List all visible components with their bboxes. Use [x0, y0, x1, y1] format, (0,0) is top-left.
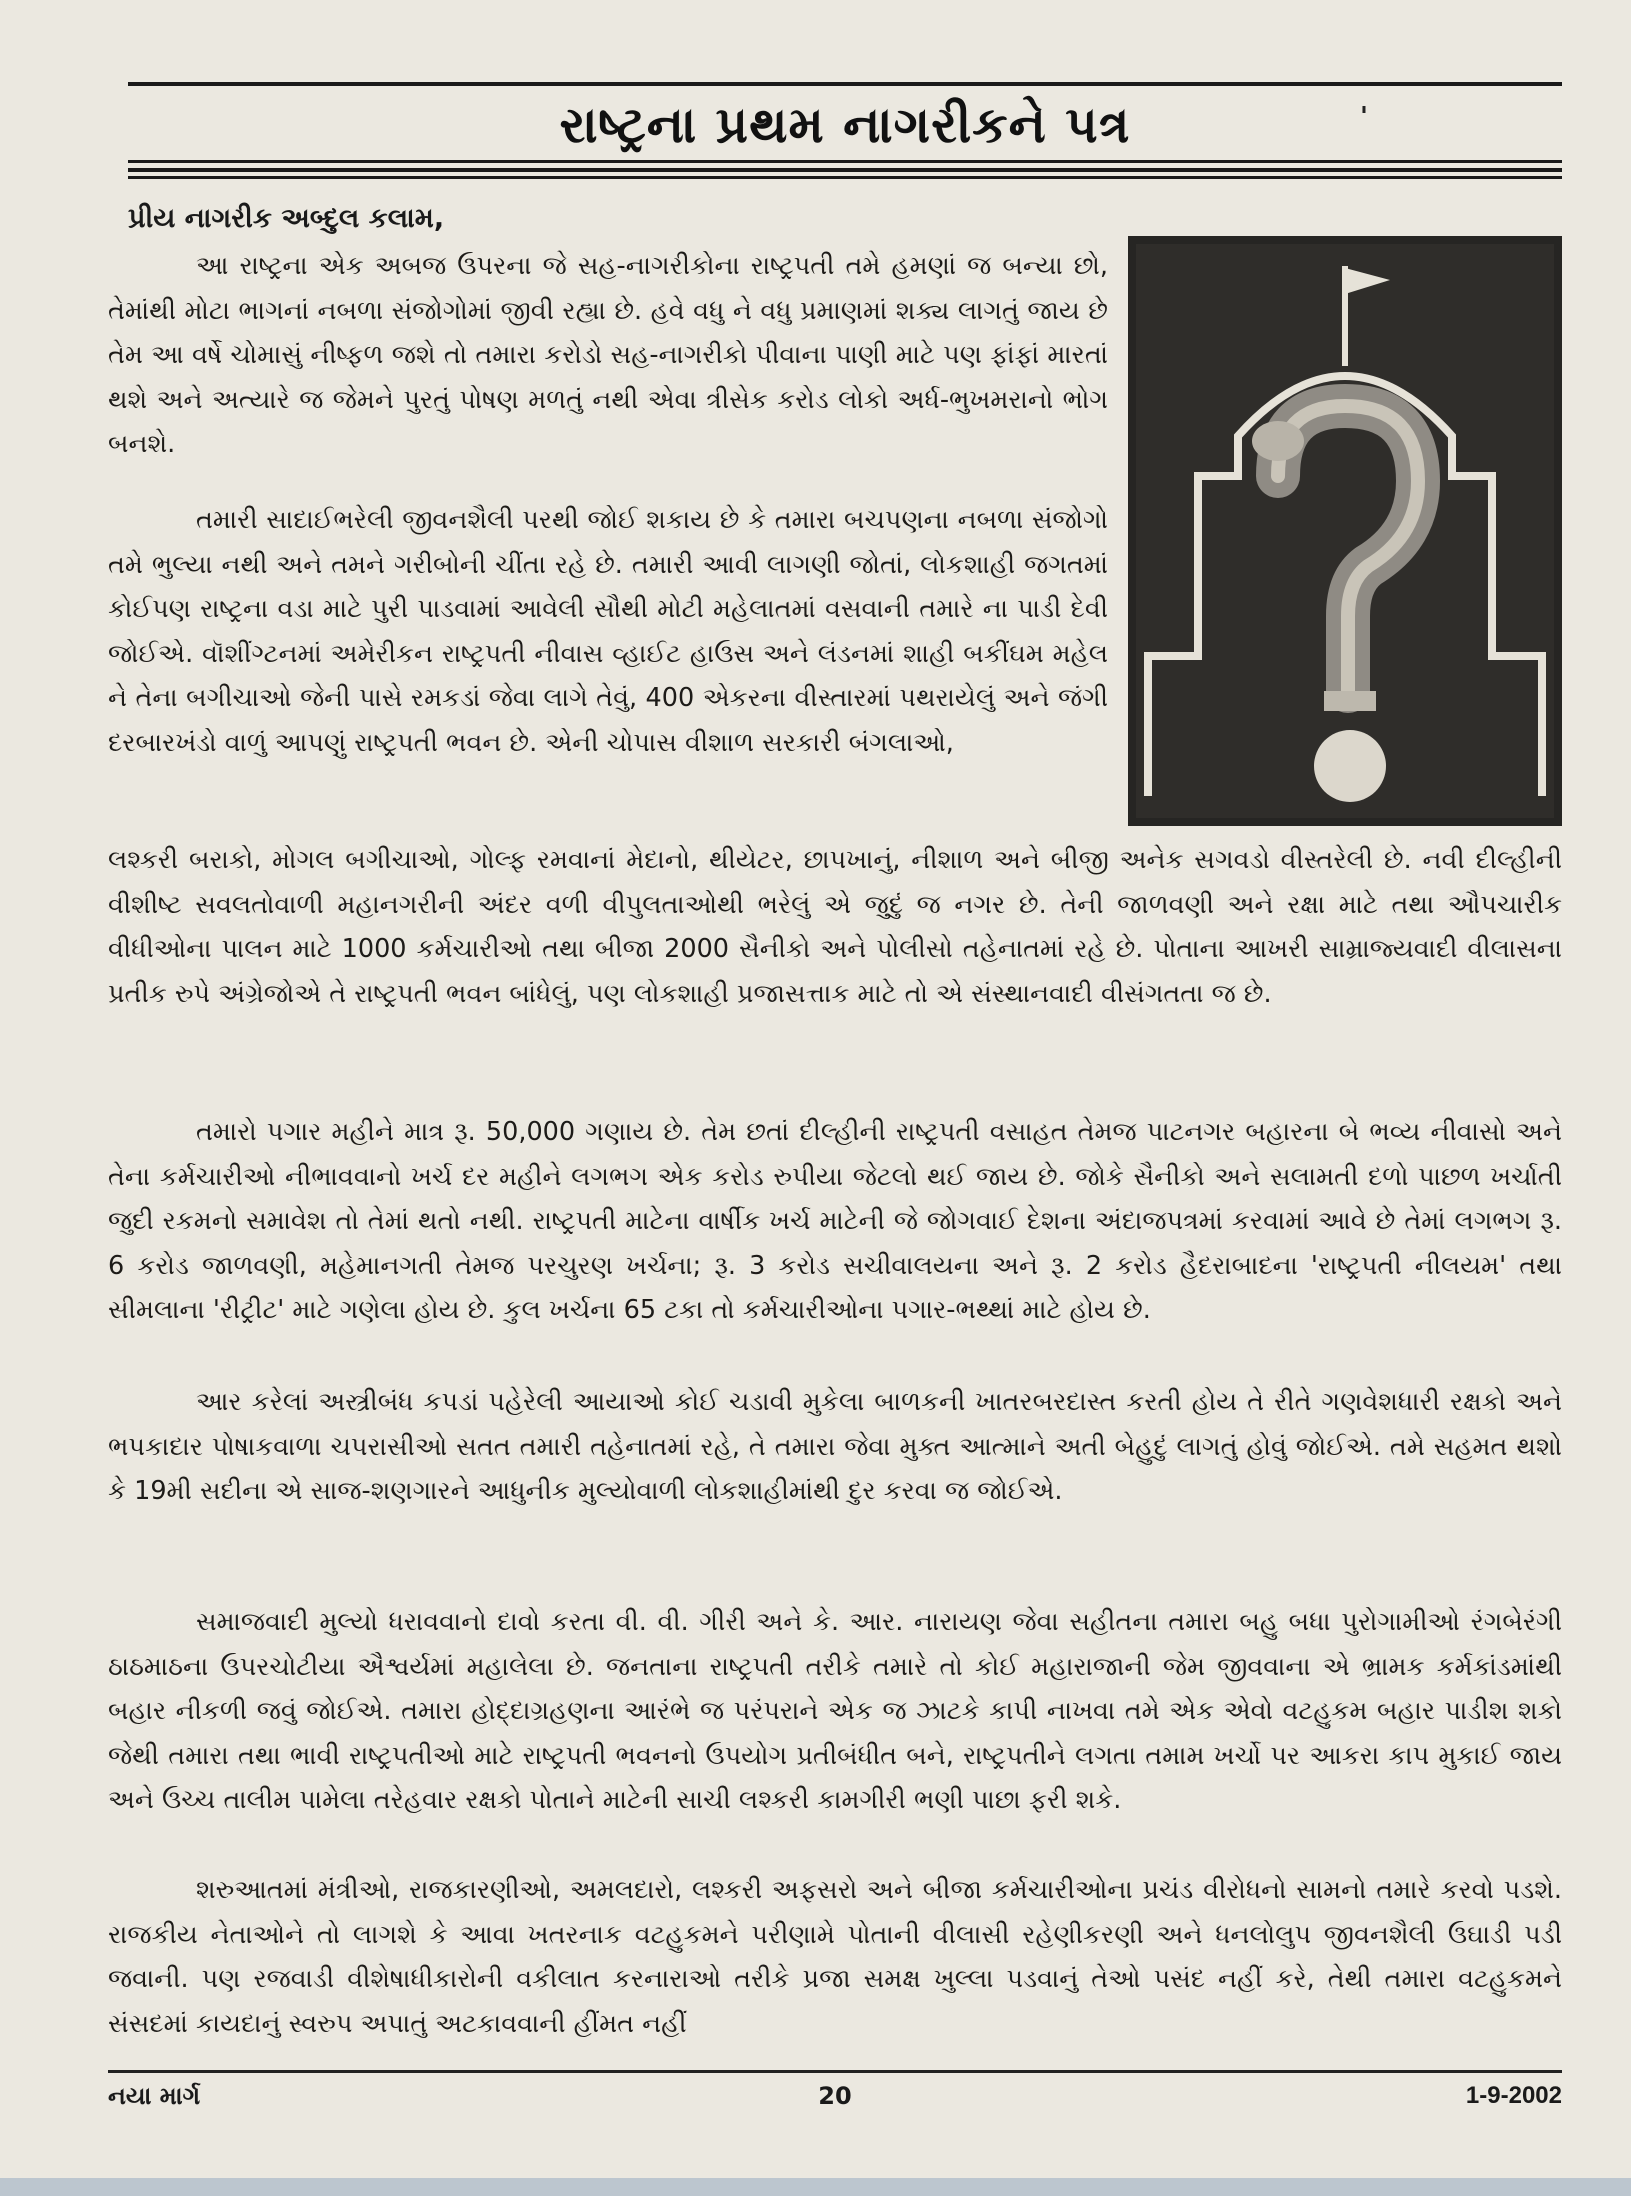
title-rule-top — [128, 160, 1562, 163]
salutation: પ્રીય નાગરીક અબ્દુલ કલામ, — [128, 203, 445, 234]
paragraph-3: તમારો પગાર મહીને માત્ર રૂ. 50,000 ગણાય છે. તેમ છતાં દીલ્હીની રાષ્ટ્રપતી વસાહત તેમજ પાટનગર બહારના બે ભવ્ય નીવાસો અને તેના કર્મચારીઓ નીભાવવાનો ખર્ચ દર મહીને લગભગ એક કરોડ રુપીયા જેટલો થઈ જાય છે. જોકે સૈનીકો અને સલામતી દળો પાછળ ખર્ચાતી જુદી રકમનો સમાવેશ તો તેમાં થતો નથી. રાષ્ટ્રપતી માટેના વાર્ષીક ખર્ચ માટેની જે જોગવાઈ દેશના અંદાજપત્રમાં કરવામાં આવે છે તેમાં લગભગ રૂ. 6 કરોડ જાળવણી, મહેમાનગતી તેમજ પરચુરણ ખર્ચના; રૂ. 3 કરોડ સચીવાલયના અને રૂ. 2 કરોડ હૈદરાબાદના 'રાષ્ટ્રપતી નીલયમ' તથા સીમલાના 'રીટ્રીટ' માટે ગણેલા હોય છે. કુલ ખર્ચના 65 ટકા તો કર્મચારીઓના પગાર-ભથ્થાં માટે હોય છે. — [108, 1117, 1563, 1325]
publication-name: નયા માર્ગ — [108, 2082, 201, 2110]
article-title: રાષ્ટ્રના પ્રથમ નાગરીકને પત્ર — [559, 96, 1131, 154]
scan-edge — [0, 2178, 1631, 2196]
paragraph-5: સમાજવાદી મુલ્યો ધરાવવાનો દાવો કરતા વી. વી. ગીરી અને કે. આર. નારાયણ જેવા સહીતના તમારા બહુ બધા પુરોગામીઓ રંગબેરંગી ઠાઠમાઠના ઉપરચોટીયા ઐશ્વર્યમાં મહાલેલા છે. જનતાના રાષ્ટ્રપતી તરીકે તમારે તો કોઈ મહારાજાની જેમ જીવવાના એ ભ્રામક કર્મકાંડમાંથી બહાર નીકળી જવું જોઈએ. તમારા હોદ્દાગ્રહણના આરંભે જ પરંપરાને એક જ ઝાટકે કાપી નાખવા તમે એક એવો વટહુકમ બહાર પાડીશ શકો જેથી તમારા તથા ભાવી રાષ્ટ્રપતીઓ માટે રાષ્ટ્રપતી ભવનનો ઉપયોગ પ્રતીબંધીત બને, રાષ્ટ્રપતીને લગતા તમામ ખર્ચો પર આકરા કાપ મુકાઈ જાય અને ઉચ્ચ તાલીમ પામેલા તરેહવાર રક્ષકો પોતાને માટેની સાચી લશ્કરી કામગીરી ભણી પાછા ફરી શકે. — [108, 1607, 1562, 1815]
footer-rule — [108, 2070, 1562, 2073]
paragraph-2-continued: લશ્કરી બરાકો, મોગલ બગીચાઓ, ગોલ્ફ રમવાનાં મેદાનો, થીયેટર, છાપખાનું, નીશાળ અને બીજી અનેક સગવડો વીસ્તરેલી છે. નવી દીલ્હીની વીશીષ્ટ સવલતોવાળી મહાનગરીની અંદર વળી વીપુલતાઓથી ભરેલું એ જુદું જ નગર છે. તેની જાળવણી અને રક્ષા માટે તથા ઔપચારીક વીધીઓના પાલન માટે 1000 કર્મચારીઓ તથા બીજા 2000 સૈનીકો અને પોલીસો તહેનાતમાં રહે છે. પોતાના આખરી સામ્રાજ્યવાદી વીલાસના પ્રતીક રુપે અંગ્રેજોએ તે રાષ્ટ્રપતી ભવન બાંધેલું, પણ લોકશાહી પ્રજાસત્તાક માટે તો એ સંસ્થાનવાદી વીસંગતતા જ છે. — [108, 845, 1562, 1009]
paragraph-6: શરુઆતમાં મંત્રીઓ, રાજકારણીઓ, અમલદારો, લશ્કરી અફસરો અને બીજા કર્મચારીઓના પ્રચંડ વીરોધનો સામનો તમારે કરવો પડશે. રાજકીય નેતાઓને તો લાગશે કે આવા ખતરનાક વટહુકમને પરીણામે પોતાની વીલાસી રહેણીકરણી અને ધનલોલુપ જીવનશૈલી ઉઘાડી પડી જવાની. પણ રજવાડી વીશેષાધીકારોની વકીલાત કરનારાઓ તરીકે પ્રજા સમક્ષ ખુલ્લા પડવાનું તેઓ પસંદ નહીં કરે, તેથી તમારા વટહુકમને સંસદમાં કાયદાનું સ્વરુપ અપાતું અટકાવવાની હીંમત નહીં — [108, 1875, 1562, 2039]
title-rule-bottom — [128, 168, 1562, 172]
title-mark: ' — [1360, 102, 1368, 132]
top-rule — [128, 82, 1562, 86]
issue-date: 1-9-2002 — [1465, 2082, 1562, 2109]
question-mark-figure-icon — [1128, 236, 1562, 826]
paragraph-4: આર કરેલાં અસ્ત્રીબંધ કપડાં પહેરેલી આયાઓ કોઈ ચડાવી મુકેલા બાળકની ખાતરબરદાસ્ત કરતી હોય તે રીતે ગણવેશધારી રક્ષકો અને ભપકાદાર પોષાકવાળા ચપરાસીઓ સતત તમારી તહેનાતમાં રહે, તે તમારા જેવા મુક્ત આત્માને અતી બેહુદું લાગતું હોવું જોઈએ. તમે સહમત થશો કે 19મી સદીના એ સાજ-શણગારને આધુનીક મુલ્યોવાળી લોકશાહીમાંથી દુર કરવા જ જોઈએ. — [108, 1387, 1562, 1506]
page-number: 20 — [818, 2082, 852, 2110]
title-rule-third — [128, 176, 1562, 179]
paragraph-2: તમારી સાદાઈભરેલી જીવનશૈલી પરથી જોઈ શકાય છે કે તમારા બચપણના નબળા સંજોગો તમે ભુલ્યા નથી અને તમને ગરીબોની ચીંતા રહે છે. તમારી આવી લાગણી જોતાં, લોકશાહી જગતમાં કોઈપણ રાષ્ટ્રના વડા માટે પુરી પાડવામાં આવેલી સૌથી મોટી મહેલાતમાં વસવાની તમારે ના પાડી દેવી જોઈએ. વૉશીંગ્ટનમાં અમેરીકન રાષ્ટ્રપતી નીવાસ વ્હાઈટ હાઉસ અને લંડનમાં શાહી બકીંઘમ મહેલ ને તેના બગીચાઓ જેની પાસે રમકડાં જેવા લાગે તેવું, 400 એકરના વીસ્તારમાં પથરાયેલું અને જંગી દરબારખંડો વાળું આપણું રાષ્ટ્રપતી ભવન છે. એની ચોપાસ વીશાળ સરકારી બંગલાઓ, — [108, 505, 1108, 758]
illustration-svg — [1128, 236, 1562, 826]
paragraph-1: આ રાષ્ટ્રના એક અબજ ઉપરના જે સહ-નાગરીકોના રાષ્ટ્રપતી તમે હમણાં જ બન્યા છો, તેમાંથી મોટા ભાગનાં નબળા સંજોગોમાં જીવી રહ્યા છે. હવે વધુ ને વધુ પ્રમાણમાં શક્ય લાગતું જાય છે તેમ આ વર્ષે ચોમાસું નીષ્ફળ જશે તો તમારા કરોડો સહ-નાગરીકો પીવાના પાણી માટે પણ ફાંફાં મારતાં થશે અને અત્યારે જ જેમને પુરતું પોષણ મળતું નથી એવા ત્રીસેક કરોડ લોકો અર્ધ-ભુખમરાનો ભોગ બનશે. — [108, 251, 1108, 459]
